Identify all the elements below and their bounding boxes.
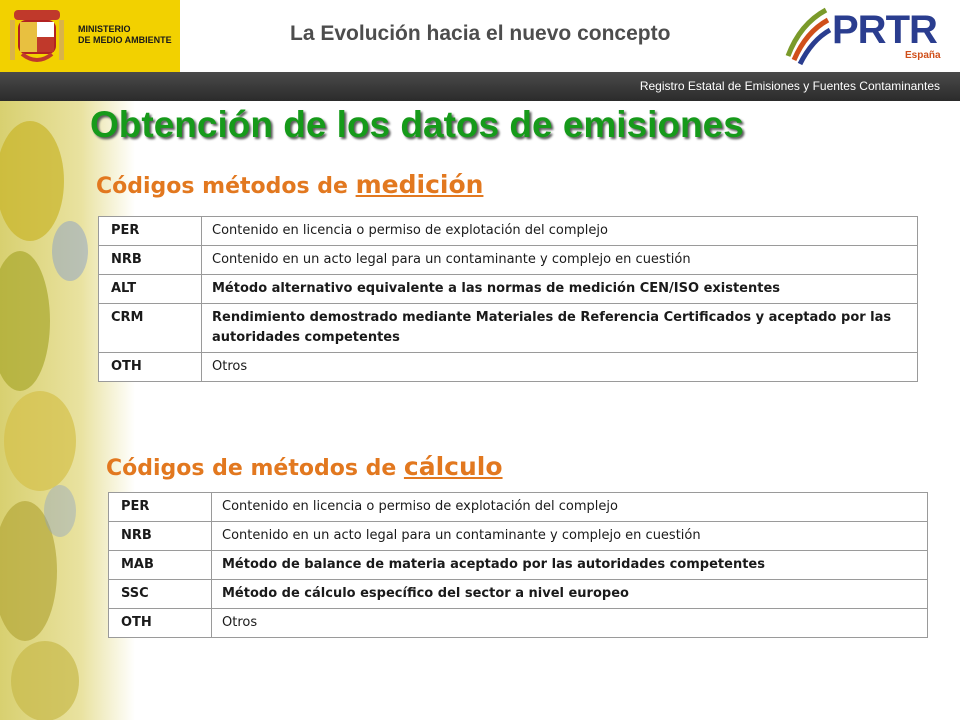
method-description: Método alternativo equivalente a las normas de medición CEN/ISO existentes [202,275,918,304]
method-code: PER [109,493,212,522]
table-row [99,217,918,246]
method-code: ALT [99,275,202,304]
table-row [99,275,918,304]
method-code: OTH [109,609,212,638]
method-description: Método de cálculo específico del sector a nivel europeo [212,580,928,609]
method-code: SSC [109,580,212,609]
method-description: Contenido en un acto legal para un contaminante y complejo en cuestión [212,522,928,551]
method-code: NRB [99,246,202,275]
header-title: La Evolución hacia el nuevo concepto [290,22,671,45]
section-heading-keyword: medición [355,170,484,199]
section-heading-prefix: Códigos de métodos de [106,456,404,481]
section-heading-keyword: cálculo [403,452,503,481]
table-row [109,522,928,551]
slide-header [0,0,960,72]
prtr-logo-country: España [905,50,941,61]
table-row [99,246,918,275]
table-row [109,551,928,580]
method-description: Contenido en licencia o permiso de explotación del complejo [212,493,928,522]
method-code: NRB [109,522,212,551]
prtr-logo-text: PRTR [832,8,937,52]
coat-of-arms-icon [8,6,66,68]
registry-name: Registro Estatal de Emisiones y Fuentes Contaminantes [639,79,940,93]
method-description: Rendimiento demostrado mediante Materiales de Referencia Certificados y aceptado por las autoridades competentes [202,304,918,353]
ministry-logo [0,0,180,72]
method-code: OTH [99,353,202,382]
section-heading-medicion [96,170,483,199]
method-code: MAB [109,551,212,580]
table-medicion [98,216,918,382]
table-row [109,493,928,522]
ministry-name [78,24,172,46]
section-heading-calculo [106,452,503,481]
table-row [109,609,928,638]
method-description: Método de balance de materia aceptado por las autoridades competentes [212,551,928,580]
table-calculo [108,492,928,638]
table-row [99,353,918,382]
table-row [109,580,928,609]
method-description: Otros [202,353,918,382]
method-description: Contenido en licencia o permiso de explotación del complejo [202,217,918,246]
table-row [99,304,918,353]
slide-title: Obtención de los datos de emisiones [90,104,744,145]
ministry-line-1: MINISTERIO [78,24,131,34]
method-code: CRM [99,304,202,353]
method-code: PER [99,217,202,246]
method-description: Otros [212,609,928,638]
ministry-line-2: DE MEDIO AMBIENTE [78,35,172,45]
method-description: Contenido en un acto legal para un contaminante y complejo en cuestión [202,246,918,275]
section-heading-prefix: Códigos métodos de [96,174,356,199]
